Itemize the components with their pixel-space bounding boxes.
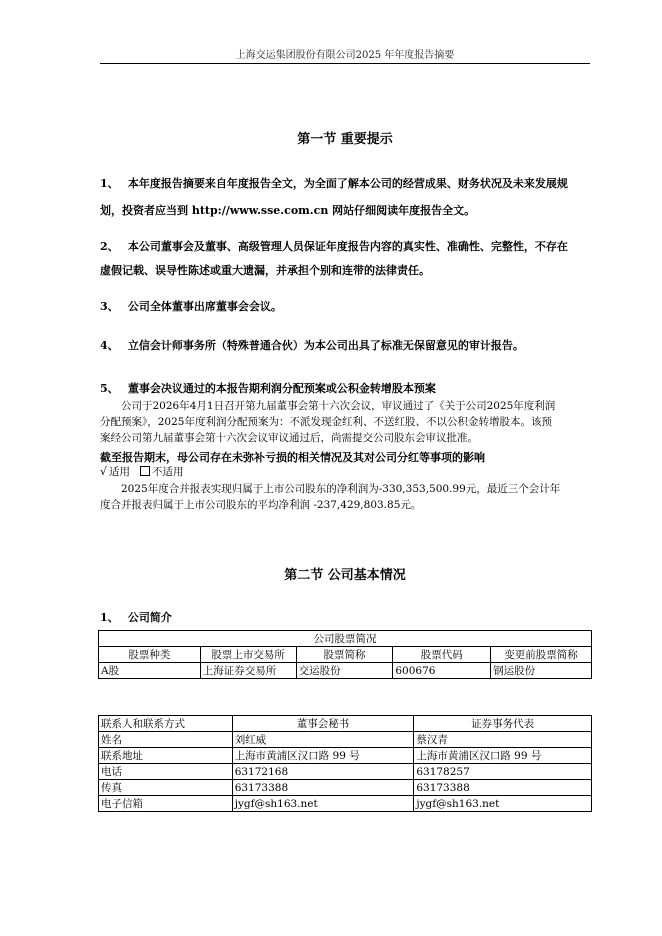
table-cell: 传真 (99, 780, 233, 796)
body-line: 2025年度合并报表实现归属于上市公司股东的净利润为-330,353,500.99元，最近三个会计年 (121, 483, 561, 495)
table-cell: jygf@sh163.net (414, 796, 592, 812)
not-applicable-label: 不适用 (152, 466, 184, 478)
item-text: 公司简介 (127, 611, 172, 624)
table-cell: A股 (99, 663, 201, 679)
table-cell: 63173388 (232, 780, 414, 796)
table-row (99, 748, 592, 764)
header-rule (100, 63, 590, 64)
item-3 (100, 298, 600, 314)
applicable-label: 适用 (109, 466, 131, 478)
table-header-row (99, 716, 592, 732)
column-header: 股票上市交易所 (200, 647, 296, 663)
body-line: 度合并报表归属于上市公司股东的平均净利润 -237,429,803.85元。 (100, 499, 422, 511)
stock-table (98, 630, 592, 679)
table-cell: 63173388 (414, 780, 592, 796)
column-header: 股票简称 (296, 647, 393, 663)
item-text: 董事会决议通过的本报告期利润分配预案或公积金转增股本预案 (127, 382, 436, 395)
body-line: 公司于2026年4月1日召开第九届董事会第十六次会议，审议通过了《关于公司2025年度利润 (121, 400, 556, 412)
table-cell: 姓名 (99, 732, 233, 748)
table-cell: jygf@sh163.net (232, 796, 414, 812)
table-cell: 联系地址 (99, 748, 233, 764)
item-text: 本年度报告摘要来自年度报告全文，为全面了解本公司的经营成果、财务状况及未来发展规 (127, 177, 568, 190)
item-number: 5、 (100, 382, 119, 395)
column-header: 证券事务代表 (414, 716, 592, 732)
item-number: 3、 (100, 300, 119, 313)
item-5 (100, 380, 600, 396)
loss-body (100, 481, 600, 513)
checkbox-empty-icon (140, 466, 150, 476)
table-caption: 公司股票简况 (99, 631, 592, 647)
item-text: 公司全体董事出席董事会会议。 (127, 300, 282, 313)
column-header: 股票种类 (99, 647, 201, 663)
table-row (99, 732, 592, 748)
item-number: 1、 (100, 611, 119, 624)
table-cell: 63172168 (232, 764, 414, 780)
body-line: 案经公司第九届董事会第十六次会议审议通过后，尚需提交公司股东会审议批准。 (100, 432, 478, 444)
column-header: 股票代码 (393, 647, 491, 663)
table-row (99, 796, 592, 812)
table-cell: 上海证券交易所 (200, 663, 296, 679)
column-header: 变更前股票简称 (491, 647, 592, 663)
table-cell: 电话 (99, 764, 233, 780)
table-caption-row (99, 631, 592, 647)
table-cell: 上海市黄浦区汉口路 99 号 (232, 748, 414, 764)
body-line: 分配预案》，2025年度利润分配预案为：不派发现金红利、不送红股、不以公积金转增股本。该预 (100, 416, 552, 428)
table-row (99, 764, 592, 780)
table-row (99, 780, 592, 796)
item-2 (100, 238, 600, 254)
table-cell: 刘红威 (232, 732, 414, 748)
item-2-cont: 虚假记载、误导性陈述或重大遗漏，并承担个别和连带的法律责任。 (100, 264, 430, 277)
item-text: 立信会计师事务所（特殊普通合伙）为本公司出具了标准无保留意见的审计报告。 (127, 339, 524, 352)
item-number: 4、 (100, 339, 119, 352)
table-cell: 蔡汉青 (414, 732, 592, 748)
section2-title: 第二节 公司基本情况 (284, 568, 406, 583)
table-cell: 600676 (393, 663, 491, 679)
check-mark-icon: √ (100, 465, 108, 478)
item-1-cont: 划，投资者应当到 http://www.sse.com.cn 网站仔细阅读年度报告全文。 (100, 204, 476, 217)
table-cell: 上海市黄浦区汉口路 99 号 (414, 748, 592, 764)
table-cell: 63178257 (414, 764, 592, 780)
sub-heading-company-profile (100, 609, 172, 625)
item-number: 2、 (100, 240, 119, 253)
table-cell: 电子信箱 (99, 796, 233, 812)
item-1 (100, 175, 600, 191)
table-header-row (99, 647, 592, 663)
applicable-options (100, 464, 184, 480)
page-header: 上海交运集团股份有限公司2025 年年度报告摘要 (235, 50, 455, 61)
item-number: 1、 (100, 177, 119, 190)
table-row (99, 663, 592, 679)
contact-table (98, 715, 592, 812)
section1-title: 第一节 重要提示 (297, 132, 393, 147)
column-header: 董事会秘书 (232, 716, 414, 732)
item-text: 本公司董事会及董事、高级管理人员保证年度报告内容的真实性、准确性、完整性，不存在 (127, 240, 568, 253)
item-4 (100, 337, 600, 353)
column-header: 联系人和联系方式 (99, 716, 233, 732)
item-5-body (100, 398, 600, 446)
table-cell: 交运股份 (296, 663, 393, 679)
loss-heading: 截至报告期末，母公司存在未弥补亏损的相关情况及其对公司分红等事项的影响 (100, 451, 485, 464)
table-cell: 钢运股份 (491, 663, 592, 679)
